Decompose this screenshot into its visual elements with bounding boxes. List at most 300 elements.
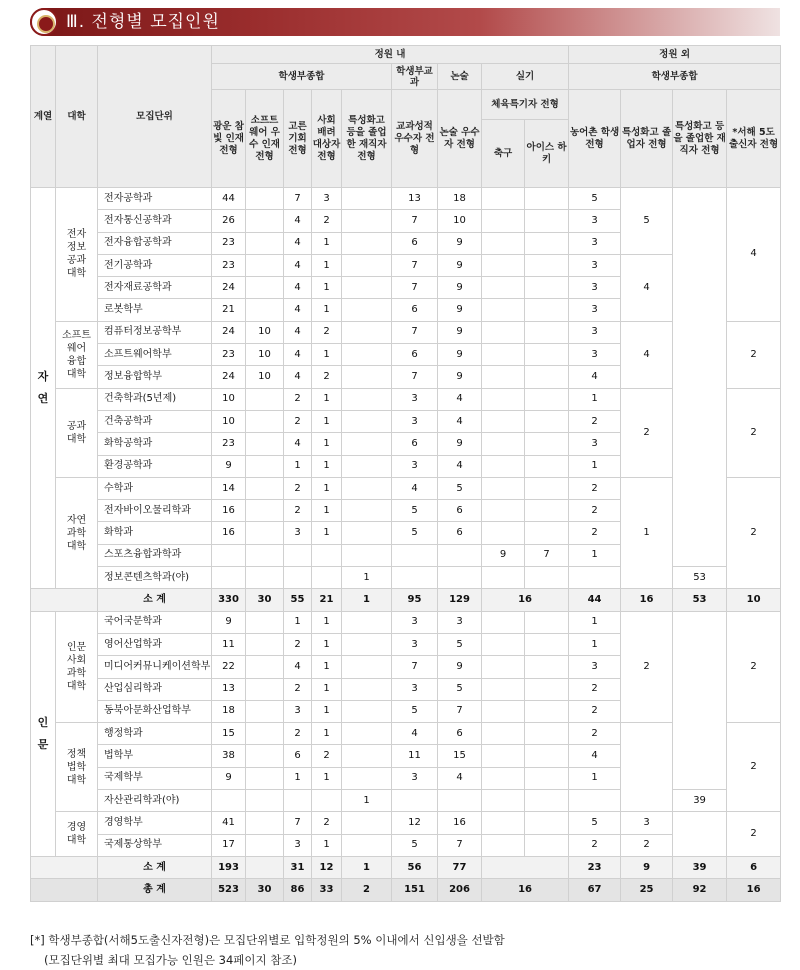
value-cell: 1: [312, 410, 342, 432]
value-cell: 4: [569, 745, 621, 767]
value-cell: 3: [438, 611, 482, 633]
value-cell: [482, 455, 525, 477]
value-cell: 1: [312, 723, 342, 745]
value-cell: [482, 299, 525, 321]
value-cell: 10: [212, 410, 246, 432]
value-cell: 1: [312, 678, 342, 700]
seohae-cell: 2: [727, 723, 781, 812]
value-cell: 2: [569, 834, 621, 856]
value-cell: [246, 745, 284, 767]
tuksung-grad-cell: 2: [621, 834, 673, 856]
value-cell: [284, 544, 312, 566]
value-cell: 7: [438, 700, 482, 722]
value-cell: [342, 344, 392, 366]
tuksung-grad-cell: [621, 723, 673, 812]
table-row: [31, 812, 781, 834]
value-cell: [212, 544, 246, 566]
header-affiliation: 계열: [31, 46, 56, 188]
header-college: 대학: [56, 46, 98, 188]
value-cell: [342, 477, 392, 499]
unit-cell: 건축학과(5년제): [98, 388, 212, 410]
value-cell: 6: [438, 522, 482, 544]
value-cell: 10: [438, 210, 482, 232]
value-cell: 16: [212, 500, 246, 522]
value-cell: [482, 723, 525, 745]
value-cell: [342, 410, 392, 432]
unit-cell: 전기공학과: [98, 254, 212, 276]
unit-cell: 국제학부: [98, 767, 212, 789]
value-cell: [342, 723, 392, 745]
table-body: [31, 188, 781, 902]
tuksung-grad-cell: 1: [621, 477, 673, 588]
value-cell: 11: [212, 633, 246, 655]
value-cell: [342, 611, 392, 633]
value-cell: [482, 344, 525, 366]
subtotal-blank-cell: [31, 589, 98, 611]
college-cell: 소프트 웨어 융합 대학: [56, 321, 98, 388]
value-cell: 2: [284, 633, 312, 655]
value-cell: 1: [569, 767, 621, 789]
value-cell: 21: [212, 299, 246, 321]
value-cell: 14: [212, 477, 246, 499]
value-cell: [342, 700, 392, 722]
value-cell: 4: [284, 299, 312, 321]
value-cell: 3: [392, 410, 438, 432]
unit-cell: 소프트웨어학부: [98, 344, 212, 366]
value-cell: 9: [482, 544, 525, 566]
value-cell: [482, 433, 525, 455]
seohae-cell: 4: [727, 188, 781, 322]
college-cell: 전자 정보 공과 대학: [56, 188, 98, 322]
unit-cell: 건축공학과: [98, 410, 212, 432]
value-cell: [246, 188, 284, 210]
value-cell: 1: [312, 834, 342, 856]
value-cell: 15: [438, 745, 482, 767]
value-cell: [525, 500, 569, 522]
unit-cell: 국제통상학부: [98, 834, 212, 856]
header-col-sahoe: 사회 배려 대상자 전형: [312, 90, 342, 188]
value-cell: 22: [212, 656, 246, 678]
value-cell: 38: [212, 745, 246, 767]
value-cell: [482, 656, 525, 678]
unit-cell: 전자재료공학과: [98, 277, 212, 299]
value-cell: 4: [284, 656, 312, 678]
value-cell: 1: [569, 544, 621, 566]
tuksung-out-cell: [673, 611, 727, 789]
value-cell: 2: [569, 522, 621, 544]
value-cell: 3: [569, 277, 621, 299]
value-cell: [342, 678, 392, 700]
header-col-tuksung-out: 특성화고 등을 졸업한 재직자 전형: [673, 90, 727, 188]
value-cell: 3: [392, 767, 438, 789]
header-col-tuksung-grad: 특성화고 졸업자 전형: [621, 90, 673, 188]
value-cell: [342, 388, 392, 410]
value-cell: [525, 433, 569, 455]
value-cell: 5: [392, 700, 438, 722]
value-cell: [525, 321, 569, 343]
value-cell: 3: [392, 633, 438, 655]
header-col-nongeochon: 농어촌 학생 전형: [569, 90, 621, 188]
unit-cell: 정보융합학부: [98, 366, 212, 388]
header-hakjong-outside: 학생부종합: [569, 64, 781, 90]
unit-cell: 수학과: [98, 477, 212, 499]
value-cell: 24: [212, 277, 246, 299]
value-cell: [312, 790, 342, 812]
value-cell: [482, 388, 525, 410]
total-value: 92: [673, 879, 727, 901]
header-col-hockey: 아이스 하키: [525, 120, 569, 188]
unit-cell: 전자공학과: [98, 188, 212, 210]
value-cell: 3: [569, 321, 621, 343]
subtotal-value: 31: [284, 856, 312, 878]
header-unit: 모집단위: [98, 46, 212, 188]
value-cell: 12: [392, 812, 438, 834]
subtotal-label: 소 계: [98, 589, 212, 611]
value-cell: [246, 433, 284, 455]
value-cell: 5: [569, 812, 621, 834]
subtotal-value: 129: [438, 589, 482, 611]
value-cell: [246, 477, 284, 499]
total-value: 16: [482, 879, 569, 901]
value-cell: 9: [438, 656, 482, 678]
value-cell: [342, 633, 392, 655]
subtotal-value: [482, 856, 569, 878]
value-cell: [525, 232, 569, 254]
value-cell: 9: [438, 277, 482, 299]
value-cell: 4: [284, 210, 312, 232]
table-row: [31, 188, 781, 210]
total-value: 16: [727, 879, 781, 901]
value-cell: 24: [212, 366, 246, 388]
value-cell: 41: [212, 812, 246, 834]
subtotal-row: [31, 589, 781, 611]
value-cell: 9: [438, 366, 482, 388]
value-cell: [482, 500, 525, 522]
subtotal-value: 23: [569, 856, 621, 878]
value-cell: 16: [438, 812, 482, 834]
subtotal-value: 30: [246, 589, 284, 611]
value-cell: [525, 567, 569, 589]
total-value: 25: [621, 879, 673, 901]
seohae-cell: 2: [727, 321, 781, 388]
subtotal-value: 9: [621, 856, 673, 878]
table-row: [31, 723, 781, 745]
unit-cell: 화학과: [98, 522, 212, 544]
value-cell: 2: [312, 321, 342, 343]
tuksung-grad-cell: 4: [621, 254, 673, 321]
header-col-gwangun: 광운 참빛 인재 전형: [212, 90, 246, 188]
table-row: [31, 321, 781, 343]
total-value: 151: [392, 879, 438, 901]
value-cell: [246, 522, 284, 544]
tuksung-grad-cell: 2: [621, 611, 673, 722]
value-cell: 2: [284, 500, 312, 522]
value-cell: 2: [284, 723, 312, 745]
value-cell: 4: [438, 767, 482, 789]
value-cell: [342, 254, 392, 276]
subtotal-value: 44: [569, 589, 621, 611]
unit-cell: 정보콘텐츠학과(야): [98, 567, 212, 589]
total-label: 총 계: [98, 879, 212, 901]
value-cell: [482, 277, 525, 299]
value-cell: 9: [212, 767, 246, 789]
affiliation-cell: 인 문: [31, 611, 56, 856]
table-row: [31, 477, 781, 499]
value-cell: [342, 834, 392, 856]
value-cell: [525, 790, 569, 812]
subtotal-value: 1: [342, 856, 392, 878]
value-cell: 6: [392, 232, 438, 254]
value-cell: [342, 433, 392, 455]
value-cell: 1: [312, 500, 342, 522]
header-within-quota: 정원 내: [212, 46, 569, 64]
value-cell: [482, 633, 525, 655]
section-title-bar: [30, 8, 780, 36]
value-cell: 23: [212, 433, 246, 455]
value-cell: 4: [284, 344, 312, 366]
college-cell: 경영 대학: [56, 812, 98, 857]
value-cell: [525, 410, 569, 432]
value-cell: 9: [438, 433, 482, 455]
value-cell: [525, 388, 569, 410]
value-cell: [482, 477, 525, 499]
value-cell: [525, 611, 569, 633]
value-cell: [525, 254, 569, 276]
college-cell: 인문 사회 과학 대학: [56, 611, 98, 722]
value-cell: [246, 790, 284, 812]
value-cell: 7: [392, 656, 438, 678]
subtotal-value: 193: [212, 856, 246, 878]
value-cell: [482, 567, 525, 589]
value-cell: 3: [392, 678, 438, 700]
value-cell: 6: [284, 745, 312, 767]
value-cell: [482, 767, 525, 789]
value-cell: [482, 254, 525, 276]
value-cell: 2: [569, 700, 621, 722]
college-cell: 자연 과학 대학: [56, 477, 98, 588]
header-outside-quota: 정원 외: [569, 46, 781, 64]
value-cell: 4: [284, 254, 312, 276]
value-cell: 7: [392, 277, 438, 299]
tuksung-grad-cell: 2: [621, 388, 673, 477]
value-cell: 3: [312, 188, 342, 210]
value-cell: 7: [392, 254, 438, 276]
value-cell: [246, 388, 284, 410]
value-cell: 9: [438, 254, 482, 276]
subtotal-value: 10: [727, 589, 781, 611]
value-cell: [342, 767, 392, 789]
value-cell: 1: [312, 767, 342, 789]
value-cell: 9: [212, 611, 246, 633]
tuksung-out-cell: [673, 812, 727, 857]
value-cell: [312, 567, 342, 589]
subtotal-label: 소 계: [98, 856, 212, 878]
value-cell: 3: [569, 232, 621, 254]
header-col-seohae: *서해 5도 출신자 전형: [727, 90, 781, 188]
footnote-line-1: [*] 학생부종합(서해5도출신자전형)은 모집단위별로 입학정원의 5% 이내에서 신입생을 선발함: [30, 933, 505, 947]
value-cell: [342, 299, 392, 321]
value-cell: 18: [438, 188, 482, 210]
table-row: [31, 834, 781, 856]
value-cell: 1: [284, 611, 312, 633]
value-cell: [246, 299, 284, 321]
value-cell: 1: [312, 344, 342, 366]
value-cell: 9: [212, 455, 246, 477]
unit-cell: 화학공학과: [98, 433, 212, 455]
value-cell: 4: [284, 366, 312, 388]
value-cell: 9: [438, 321, 482, 343]
value-cell: [438, 544, 482, 566]
value-cell: 2: [284, 410, 312, 432]
subtotal-value: 330: [212, 589, 246, 611]
value-cell: [246, 678, 284, 700]
total-value: 523: [212, 879, 246, 901]
value-cell: 6: [392, 344, 438, 366]
subtotal-row: [31, 856, 781, 878]
value-cell: [525, 723, 569, 745]
value-cell: 7: [392, 210, 438, 232]
value-cell: [525, 455, 569, 477]
value-cell: 10: [246, 344, 284, 366]
admission-quota-table: [30, 45, 781, 902]
value-cell: 3: [569, 299, 621, 321]
value-cell: [482, 700, 525, 722]
value-cell: 1: [569, 611, 621, 633]
value-cell: [525, 522, 569, 544]
unit-cell: 환경공학과: [98, 455, 212, 477]
value-cell: [482, 188, 525, 210]
tuksung-out-cell: [673, 188, 727, 567]
value-cell: [525, 633, 569, 655]
value-cell: [525, 210, 569, 232]
value-cell: 3: [569, 433, 621, 455]
college-cell: 공과 대학: [56, 388, 98, 477]
value-cell: [246, 544, 284, 566]
unit-cell: 동북아문화산업학부: [98, 700, 212, 722]
value-cell: [246, 500, 284, 522]
total-value: 30: [246, 879, 284, 901]
value-cell: 3: [569, 210, 621, 232]
value-cell: 3: [569, 656, 621, 678]
value-cell: 4: [284, 321, 312, 343]
unit-cell: 컴퓨터정보공학부: [98, 321, 212, 343]
tuksung-out-cell: 39: [673, 790, 727, 812]
value-cell: 1: [284, 767, 312, 789]
value-cell: 1: [312, 611, 342, 633]
unit-cell: 법학부: [98, 745, 212, 767]
table-row: [31, 388, 781, 410]
total-value: 2: [342, 879, 392, 901]
value-cell: 18: [212, 700, 246, 722]
value-cell: 23: [212, 344, 246, 366]
value-cell: [525, 678, 569, 700]
seohae-cell: 2: [727, 611, 781, 722]
table-row: [31, 611, 781, 633]
value-cell: 2: [569, 500, 621, 522]
value-cell: [246, 767, 284, 789]
subtotal-value: 12: [312, 856, 342, 878]
subtotal-value: 21: [312, 589, 342, 611]
header-silgi: 실기: [482, 64, 569, 90]
value-cell: [569, 567, 621, 589]
header-col-software: 소프트 웨어 우수 인재 전형: [246, 90, 284, 188]
seohae-cell: 2: [727, 812, 781, 857]
header-col-goreun: 고른 기회 전형: [284, 90, 312, 188]
value-cell: [312, 544, 342, 566]
value-cell: [482, 321, 525, 343]
subtotal-value: 53: [673, 589, 727, 611]
value-cell: 2: [312, 812, 342, 834]
header-gyogwa: 학생부교과: [392, 64, 438, 90]
value-cell: 2: [569, 678, 621, 700]
value-cell: [342, 277, 392, 299]
value-cell: 2: [284, 388, 312, 410]
value-cell: 4: [438, 455, 482, 477]
header-col-gyogwa: 교과성적 우수자 전형: [392, 90, 438, 188]
university-emblem-icon: [30, 8, 58, 36]
value-cell: [525, 656, 569, 678]
value-cell: 26: [212, 210, 246, 232]
subtotal-value: 6: [727, 856, 781, 878]
value-cell: 15: [212, 723, 246, 745]
value-cell: 1: [312, 477, 342, 499]
value-cell: [246, 611, 284, 633]
value-cell: [246, 455, 284, 477]
value-cell: [392, 790, 438, 812]
value-cell: 10: [246, 321, 284, 343]
value-cell: [246, 656, 284, 678]
footnote: [30, 930, 505, 970]
value-cell: [246, 723, 284, 745]
value-cell: [438, 567, 482, 589]
value-cell: 2: [284, 678, 312, 700]
subtotal-value: [246, 856, 284, 878]
value-cell: 5: [392, 522, 438, 544]
value-cell: 4: [438, 410, 482, 432]
value-cell: [342, 232, 392, 254]
value-cell: [525, 767, 569, 789]
value-cell: 4: [569, 366, 621, 388]
value-cell: 1: [569, 455, 621, 477]
value-cell: [342, 321, 392, 343]
value-cell: 1: [312, 232, 342, 254]
unit-cell: 전자융합공학과: [98, 232, 212, 254]
value-cell: 2: [312, 745, 342, 767]
subtotal-value: 39: [673, 856, 727, 878]
unit-cell: 미디어커뮤니케이션학부: [98, 656, 212, 678]
value-cell: [525, 745, 569, 767]
tuksung-grad-cell: 4: [621, 321, 673, 388]
value-cell: [342, 366, 392, 388]
value-cell: [342, 500, 392, 522]
value-cell: [342, 544, 392, 566]
value-cell: 3: [284, 700, 312, 722]
unit-cell: 국어국문학과: [98, 611, 212, 633]
value-cell: 4: [392, 477, 438, 499]
value-cell: 4: [284, 433, 312, 455]
value-cell: [246, 700, 284, 722]
value-cell: 1: [312, 700, 342, 722]
value-cell: 3: [392, 388, 438, 410]
value-cell: 3: [569, 344, 621, 366]
value-cell: 10: [212, 388, 246, 410]
value-cell: [482, 790, 525, 812]
value-cell: 9: [438, 232, 482, 254]
value-cell: 5: [392, 500, 438, 522]
value-cell: [246, 834, 284, 856]
subtotal-value: 1: [342, 589, 392, 611]
value-cell: [482, 834, 525, 856]
